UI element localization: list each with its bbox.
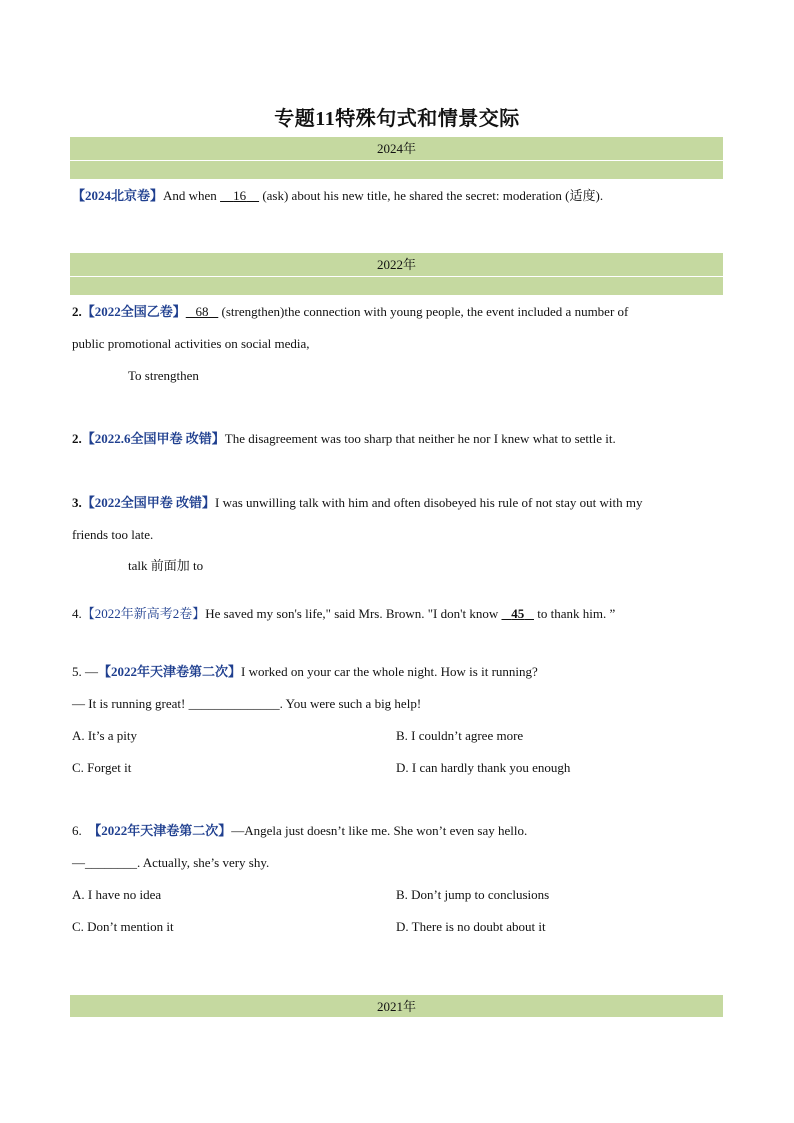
question-number: 6. [72, 823, 82, 838]
blank-value: 16 [233, 188, 247, 203]
question-text: I worked on your car the whole night. How is it running? [241, 664, 538, 679]
question-line [72, 296, 724, 328]
question-5 [72, 656, 724, 720]
blank-value: 68 [195, 304, 209, 319]
dialog-dash: — [85, 664, 98, 679]
option-d: D. There is no doubt about it [396, 919, 546, 934]
question-2b [72, 423, 724, 455]
question-number: 2. [72, 431, 82, 446]
answer-blank [220, 188, 259, 203]
answer-note: talk 前面加 to [128, 558, 204, 573]
option-c: C. Forget it [72, 760, 132, 775]
option-b: B. I couldn’t agree more [396, 728, 524, 743]
question-text: The disagreement was too sharp that neither he nor I knew what to settle it. [224, 431, 616, 446]
question-number: 2. [72, 304, 82, 319]
section-label: 2024年 [376, 141, 416, 156]
option-a: A. I have no idea [72, 887, 162, 902]
question-line [72, 487, 724, 519]
blank-value: 45 [511, 606, 525, 621]
question-text: He saved my son's life," said Mrs. Brown. "I don't know [205, 606, 502, 621]
question-number: 4. [72, 606, 82, 621]
question-text: —Angela just doesn’t like me. She won’t even say hello. [231, 823, 528, 838]
answer-blank [501, 606, 534, 621]
answer-blank [186, 304, 219, 319]
question-text: to thank him. ” [533, 606, 616, 621]
section-label: 2021年 [376, 999, 416, 1014]
band-divider [70, 160, 723, 161]
question-line: —________. Actually, she’s very shy. [72, 855, 270, 870]
section-header-2024 [70, 137, 723, 179]
question-text: (ask) about his new title, he shared the secret: moderation (适度). [259, 188, 604, 203]
section-header-2022 [70, 253, 723, 295]
question-line [72, 815, 724, 847]
question-source-tag: 【2022全国乙卷】 [81, 304, 186, 319]
question-number: 5. [72, 664, 82, 679]
question-text: I was unwilling talk with him and often disobeyed his rule of not stay out with my [215, 495, 643, 510]
question-text: (strengthen)the connection with young people, the event included a number of [218, 304, 629, 319]
band-divider [70, 276, 723, 277]
question-line: friends too late. [72, 527, 154, 542]
question-source-tag: 【2022年新高考2卷】 [81, 606, 206, 621]
question-line [72, 656, 724, 688]
question-6 [72, 815, 724, 879]
question-3 [72, 487, 724, 551]
question-text: And when [163, 188, 221, 203]
option-d: D. I can hardly thank you enough [396, 760, 571, 775]
question-source-tag: 【2022.6全国甲卷 改错】 [81, 431, 225, 446]
question-source-tag: 【2022全国甲卷 改错】 [81, 495, 216, 510]
question-4 [72, 598, 724, 630]
section-label: 2022年 [376, 257, 416, 272]
question-2a [72, 296, 724, 360]
option-b: B. Don’t jump to conclusions [396, 887, 550, 902]
question-line: public promotional activities on social media, [72, 336, 310, 351]
section-header-2021 [70, 995, 723, 1017]
answer-note: To strengthen [128, 368, 199, 383]
question-line: — It is running great! ______________. You were such a big help! [72, 696, 422, 711]
option-c: C. Don’t mention it [72, 919, 174, 934]
question-source-tag: 【2022年天津卷第二次】 [88, 823, 232, 838]
question-source-tag: 【2024北京卷】 [72, 188, 164, 203]
page-title: 专题11特殊句式和情景交际 [274, 108, 520, 130]
question-number: 3. [72, 495, 82, 510]
question-2024 [72, 180, 724, 212]
question-source-tag: 【2022年天津卷第二次】 [98, 664, 242, 679]
option-a: A. It’s a pity [72, 728, 137, 743]
